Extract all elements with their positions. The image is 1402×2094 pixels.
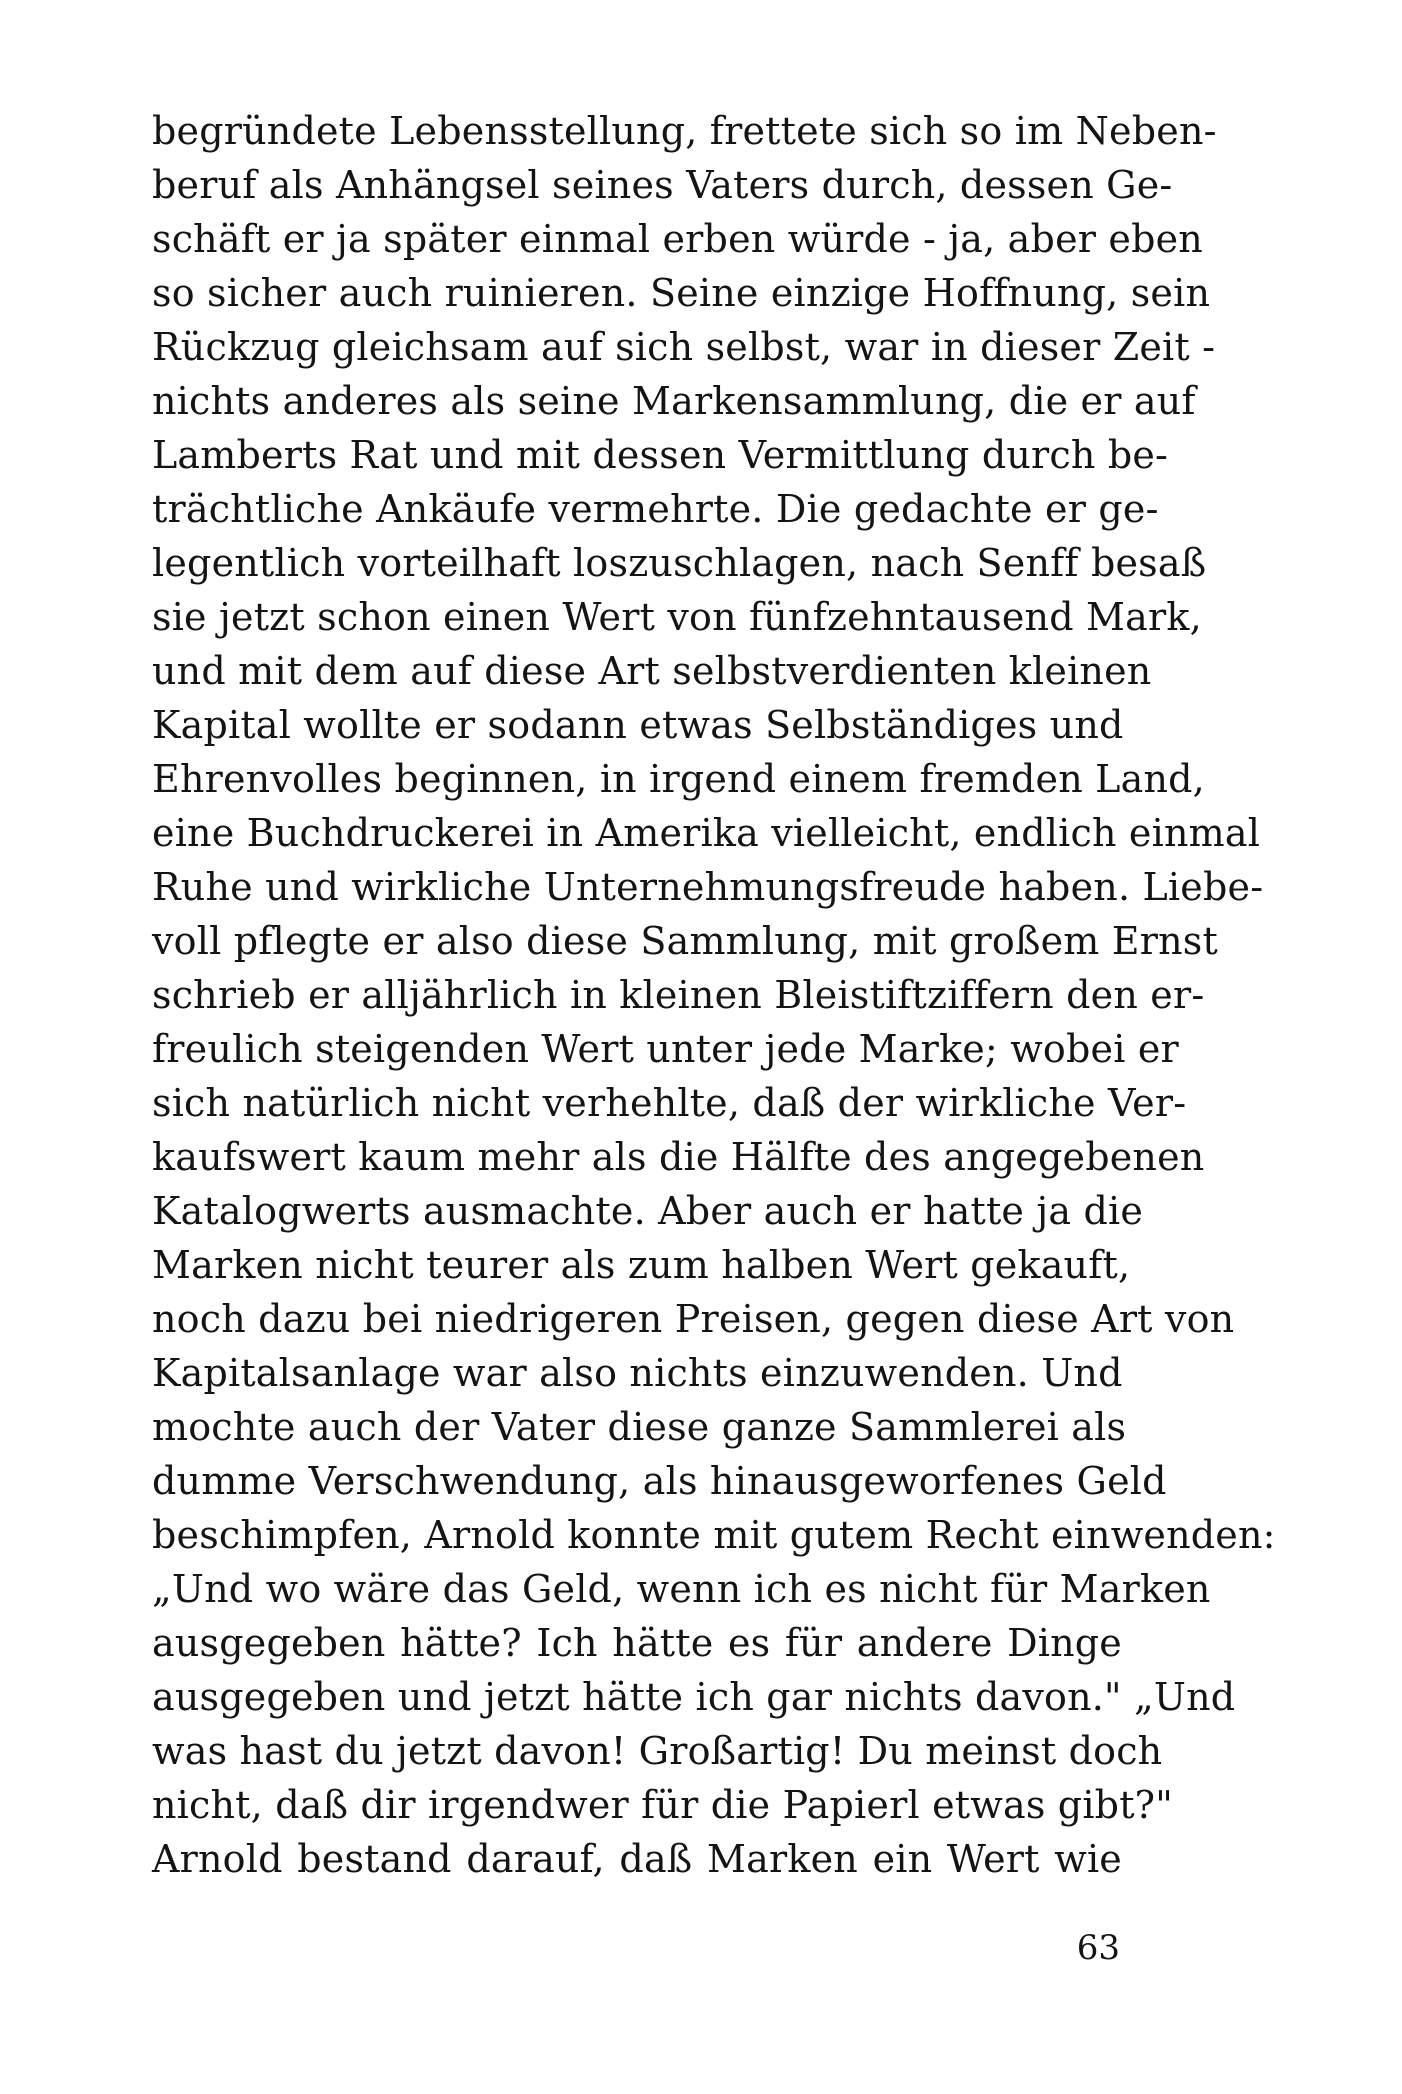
- text-line-3: schäft er ja später einmal erben würde - ja, aber eben: [152, 217, 1203, 261]
- text-line-26: dumme Verschwendung, als hinausgeworfenes Geld: [152, 1459, 1167, 1503]
- text-line-27: beschimpfen, Arnold konnte mit gutem Recht einwenden:: [152, 1513, 1276, 1557]
- text-line-21: Katalogwerts ausmachte. Aber auch er hatte ja die: [152, 1189, 1144, 1233]
- text-line-23: noch dazu bei niedrigeren Preisen, gegen diese Art von: [152, 1297, 1235, 1341]
- text-line-30: ausgegeben und jetzt hätte ich gar nichts davon." „Und: [152, 1675, 1236, 1719]
- text-line-11: und mit dem auf diese Art selbstverdienten kleinen: [152, 649, 1152, 693]
- page-number: 63: [1076, 1928, 1120, 1968]
- text-line-20: kaufswert kaum mehr als die Hälfte des angegebenen: [152, 1135, 1205, 1179]
- text-line-1: begründete Lebensstellung, frettete sich so im Neben-: [152, 109, 1217, 153]
- text-line-17: schrieb er alljährlich in kleinen Bleistiftziffern den er-: [152, 973, 1205, 1017]
- text-line-16: voll pflegte er also diese Sammlung, mit großem Ernst: [152, 919, 1218, 963]
- text-line-32: nicht, daß dir irgendwer für die Papierl etwas gibt?": [152, 1783, 1173, 1827]
- text-line-18: freulich steigenden Wert unter jede Marke; wobei er: [152, 1027, 1179, 1071]
- text-line-10: sie jetzt schon einen Wert von fünfzehntausend Mark,: [152, 595, 1202, 639]
- text-line-22: Marken nicht teurer als zum halben Wert gekauft,: [152, 1243, 1131, 1287]
- text-line-6: nichts anderes als seine Markensammlung, die er auf: [152, 379, 1196, 423]
- text-line-28: „Und wo wäre das Geld, wenn ich es nicht für Marken: [152, 1567, 1211, 1611]
- text-line-24: Kapitalsanlage war also nichts einzuwenden. Und: [152, 1351, 1123, 1395]
- text-line-29: ausgegeben hätte? Ich hätte es für andere Dinge: [152, 1621, 1122, 1665]
- text-line-9: legentlich vorteilhaft loszuschlagen, nach Senff besaß: [152, 541, 1207, 585]
- text-line-19: sich natürlich nicht verhehlte, daß der wirkliche Ver-: [152, 1081, 1187, 1125]
- text-line-8: trächtliche Ankäufe vermehrte. Die gedachte er ge-: [152, 487, 1159, 531]
- text-line-12: Kapital wollte er sodann etwas Selbständiges und: [152, 703, 1124, 747]
- body-text: [152, 104, 1276, 1886]
- text-line-4: so sicher auch ruinieren. Seine einzige Hoffnung, sein: [152, 271, 1211, 315]
- text-line-2: beruf als Anhängsel seines Vaters durch, dessen Ge-: [152, 163, 1173, 207]
- text-line-25: mochte auch der Vater diese ganze Sammlerei als: [152, 1405, 1127, 1449]
- text-line-13: Ehrenvolles beginnen, in irgend einem fremden Land,: [152, 757, 1205, 801]
- text-line-7: Lamberts Rat und mit dessen Vermittlung durch be-: [152, 433, 1169, 477]
- text-line-33: Arnold bestand darauf, daß Marken ein Wert wie: [152, 1837, 1122, 1881]
- text-line-15: Ruhe und wirkliche Unternehmungsfreude haben. Liebe-: [152, 865, 1264, 909]
- text-line-31: was hast du jetzt davon! Großartig! Du meinst doch: [152, 1729, 1163, 1773]
- text-line-14: eine Buchdruckerei in Amerika vielleicht, endlich einmal: [152, 811, 1261, 855]
- text-line-5: Rückzug gleichsam auf sich selbst, war in dieser Zeit -: [152, 325, 1216, 369]
